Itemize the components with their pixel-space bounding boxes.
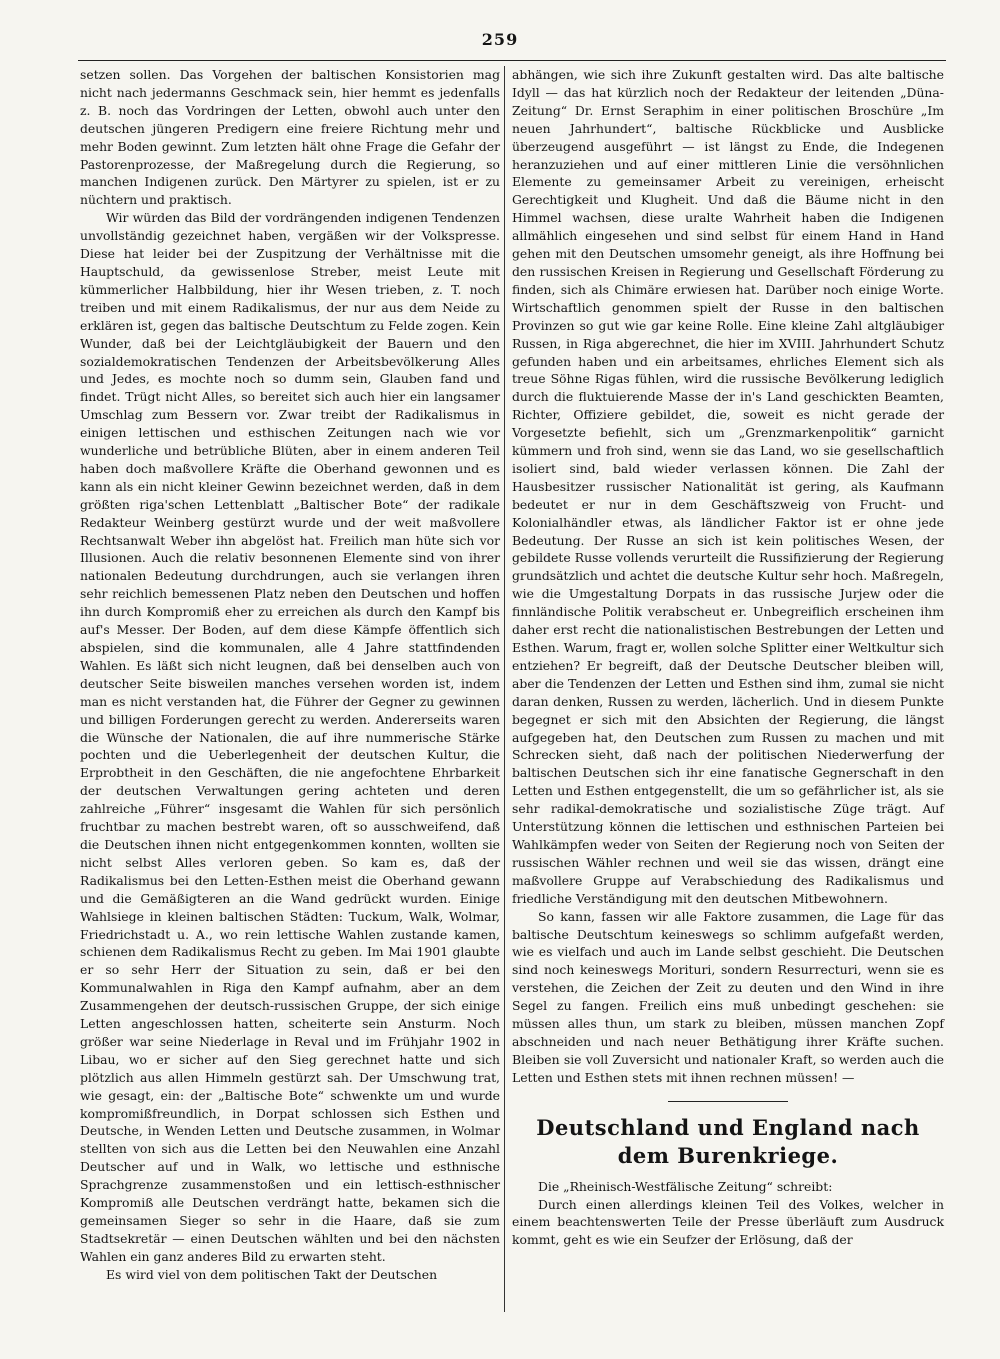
right-paragraph-1: abhängen, wie sich ihre Zukunft gestalten wird. Das alte baltische Idyll — das hat kürzlich noch der Redakteur der leitenden „Düna-Zeitung“ Dr. Ernst Seraphim in einer politischen Broschüre „Im neuen Jahrhundert“, baltische Rückblicke und Ausblicke überzeugend ausgeführt — ist längst zu Ende, die Indegenen heranzuziehen und auf einer mittleren Linie die versöhnlichen Elemente zu gemeinsamer Arbeit zu vereinigen, erheischt Gerechtigkeit und Klugheit. Und daß die Bäume nicht in den Himmel wachsen, diese uralte Wahrheit haben die Indigenen allmählich eingesehen und sind selbst für einem Hand in Hand gehen mit den Deutschen umsomehr geneigt, als ihre Hoffnung bei den russischen Kreisen in Regierung und Gesellschaft Förderung zu finden, sich als Chimäre erwiesen hat. Darüber noch einige Worte. Wirtschaftlich genommen spielt der Russe in den baltischen Provinzen so gut wie gar keine Rolle. Eine kleine Zahl altgläubiger Russen, in Riga abgerechnet, die hier im XVIII. Jahrhundert Schutz gefunden haben und ein arbeitsames, ehrliches Element sich als treue Söhne Rigas fühlen, wird die russische Bevölkerung lediglich durch die fluktuierende Masse der in's Land geschickten Beamten, Richter, Offiziere gebildet, die, soweit es nicht gerade der Vorgesetzte befiehlt, sich um „Grenzmarkenpolitik“ garnicht kümmern und froh sind, wenn sie das Land, wo sie gesellschaftlich isoliert sind, bald wieder verlassen können. Die Zahl der Hausbesitzer russischer Nationalität ist gering, als Kaufmann bedeutet er nur in dem Geschäftszweig von Frucht- und Kolonialhändler etwas, als ländlicher Faktor ist er ohne jede Bedeutung. Der Russe an sich ist kein politisches Wesen, der gebildete Russe vollends verurteilt die Russifizierung der Regierung grundsätzlich und achtet die deutsche Kultur sehr hoch. Maßregeln, wie die Umgestaltung Dorpats in das russische Jurjew oder die finnländische Politik verabscheut er. Unbegreiflich erscheinen ihm daher erst recht die nationalistischen Bestrebungen der Letten und Esthen. Warum, fragt er, wollen solche Splitter einer Weltkultur sich entziehen? Er begreift, daß der Deutsche Deutscher bleiben will, aber die Tendenzen der Letten und Esthen sind ihm, zumal sie nicht daran denken, Russen zu werden, lächerlich. Und in diesem Punkte begegnet er sich mit den Absichten der Regierung, die längst aufgegeben hat, den Deutschen zum Russen zu machen und mit Schrecken sieht, daß nach der politischen Niederwerfung der baltischen Deutschen sich ihr eine fanatische Gegnerschaft in den Letten und Esthen entgegenstellt, die um so gefährlicher ist, als sie sehr radikal-demokratische und sozialistische Züge trägt. Auf Unterstützung können die lettischen und esthnischen Parteien bei Wahlkämpfen weder von Seiten der Regierung noch von Seiten der russischen Wähler rechnen und weil sie das wissen, drängt eine maßvollere Gruppe auf Verabschiedung des Radikalismus und friedliche Verständigung mit den deutschen Mitbewohnern.: [512, 67, 944, 906]
section-divider: [668, 1101, 788, 1102]
article-first-paragraph: Durch einen allerdings kleinen Teil des Volkes, welcher in einem beachtenswerten Teile der Presse überläuft zum Ausdruck kommt, geht es wie ein Seufzer der Erlösung, daß der: [512, 1196, 944, 1248]
left-paragraph-2: Wir würden das Bild der vordrängenden indigenen Tendenzen unvollständig gezeichnet haben, vergäßen wir der Volkspresse. Diese hat leider bei der Zuspitzung der Verhältnisse mit die Hauptschuld, da gewissenlose Streber, meist Leute mit kümmerlicher Halbbildung, hier ihr Wesen trieben, z. T. noch treiben und mit einem Radikalismus, der nur aus dem Neide zu erklären ist, gegen das baltische Deutschtum zu Felde zogen. Kein Wunder, daß bei der Leichtgläubigkeit der Bauern und den sozialdemokratischen Tendenzen der Arbeitsbevölkerung Alles und Jedes, es mochte noch so dumm sein, Glauben fand und findet. Trügt nicht Alles, so bereitet sich auch hier ein langsamer Umschlag zum Bessern vor. Zwar treibt der Radikalismus in einigen lettischen und esthischen Zeitungen nach wie vor wunderliche und betrübliche Blüten, aber in einem anderen Teil haben doch maßvollere Kräfte die Oberhand gewonnen und es kann als ein nicht kleiner Gewinn bezeichnet werden, daß in dem größten riga'schen Lettenblatt „Baltischer Bote“ der radikale Redakteur Weinberg gestürzt wurde und der weit maßvollere Rechtsanwalt Weber ihn abgelöst hat. Freilich man hüte sich vor Illusionen. Auch die relativ besonnenen Elemente sind von ihrer nationalen Bedeutung durchdrungen, auch sie verlangen ihren sehr reichlich bemessenen Platz neben den Deutschen und hoffen ihn durch Kompromiß eher zu erreichen als durch den Kampf bis auf's Messer. Der Boden, auf dem diese Kämpfe öffentlich sich abspielen, sind die kommunalen, alle 4 Jahre stattfindenden Wahlen. Es läßt sich nicht leugnen, daß bei denselben auch von deutscher Seite bisweilen manches versehen worden ist, indem man es nicht verstanden hat, die Führer der Gegner zu gewinnen und billigen Forderungen gerecht zu werden. Andererseits waren die Wünsche der Nationalen, die auf ihre nummerische Stärke pochten und die Ueberlegenheit der deutschen Kultur, die Erprobtheit in den Geschäften, die nie angefochtene Ehrbarkeit der deutschen Verwaltungen gering achteten und deren zahlreiche „Führer“ insgesamt die Wahlen für sich persönlich fruchtbar zu machen bestrebt waren, oft so ausschweifend, daß die Deutschen ihnen nicht entgegenkommen konnten, wollten sie nicht selbst Alles verloren geben. So kam es, daß der Radikalismus bei den Letten-Esthen meist die Oberhand gewann und die Gemäßigteren an die Wand gedrückt wurden. Einige Wahlsiege in kleinen baltischen Städten: Tuckum, Walk, Wolmar, Friedrichstadt u. A., wo rein lettische Wahlen zustande kamen, schienen dem Radikalismus Recht zu geben. Im Mai 1901 glaubte er so sehr Herr der Situation zu sein, daß er bei den Kommunalwahlen in Riga den Kampf aufnahm, aber an dem Zusammengehen der deutsch-russischen Gruppe, der sich einige Letten angeschlossen hatten, scheiterte sein Ansturm. Noch größer war seine Niederlage in Reval und im Frühjahr 1902 in Libau, wo er sicher auf den Sieg gerechnet hatte und sich plötzlich aus allen Himmeln gestürzt sah. Der Umschwung trat, wie gesagt, ein: der „Baltische Bote“ schwenkte um und wurde kompromißfreundlich, in Dorpat schlossen sich Esthen und Deutsche, in Wenden Letten und Deutsche zusammen, in Wolmar stellten von sich aus die Letten bei den Neuwahlen eine Anzahl Deutscher auf und in Walk, wo lettische und esthnische Sprachgrenze zusammenstoßen und ein lettisch-esthnischer Kompromiß alle Deutschen verdrängt hatte, bekamen sich die gemeinsamen Sieger so sehr in die Haare, daß sie zum Stadtsekretär — einen Deutschen wählten und bei den nächsten Wahlen ein ganz anderes Bild zu erwarten steht.: [80, 210, 500, 1264]
header-rule: [78, 60, 946, 61]
left-paragraph-1: setzen sollen. Das Vorgehen der baltischen Konsistorien mag nicht nach jedermanns Geschmack sein, hier hemmt es jedenfalls z. B. noch das Vordringen der Letten, obwohl auch unter den deutschen jüngeren Predigern eine freiere Richtung mehr und mehr Boden gewinnt. Zum letzten hält ohne Frage die Gefahr der Pastorenprozesse, der Maßregelung durch die Regierung, so manchen Indigenen zurück. Den Märtyrer zu spielen, ist er zu nüchtern und praktisch.: [80, 67, 500, 208]
right-column: [512, 66, 944, 1249]
right-paragraph-2: So kann, fassen wir alle Faktore zusammen, die Lage für das baltische Deutschtum keineswegs so schlimm aufgefaßt werden, wie es vielfach und auch im Lande selbst geschieht. Die Deutschen sind noch keineswegs Morituri, sondern Resurrecturi, wenn sie es verstehen, die Zeichen der Zeit zu deuten und den Wind in ihre Segel zu fangen. Freilich eins muß unbedingt geschehen: sie müssen alles thun, um stark zu bleiben, müssen manchen Zopf abschneiden und nach neuer Bethätigung ihrer Kräfte suchen. Bleiben sie voll Zuversicht und nationaler Kraft, so werden auch die Letten und Esthen stets mit ihnen rechnen müssen! —: [512, 908, 944, 1085]
left-column: [80, 66, 500, 1284]
article-title: Deutschland und England nach dem Burenkriege.: [536, 1114, 920, 1168]
column-rule: [504, 66, 505, 1312]
left-paragraph-3: Es wird viel von dem politischen Takt der Deutschen: [106, 1266, 438, 1282]
page-number: 259: [481, 30, 519, 49]
article-source-line: Die „Rheinisch-Westfälische Zeitung“ schreibt:: [538, 1178, 833, 1194]
